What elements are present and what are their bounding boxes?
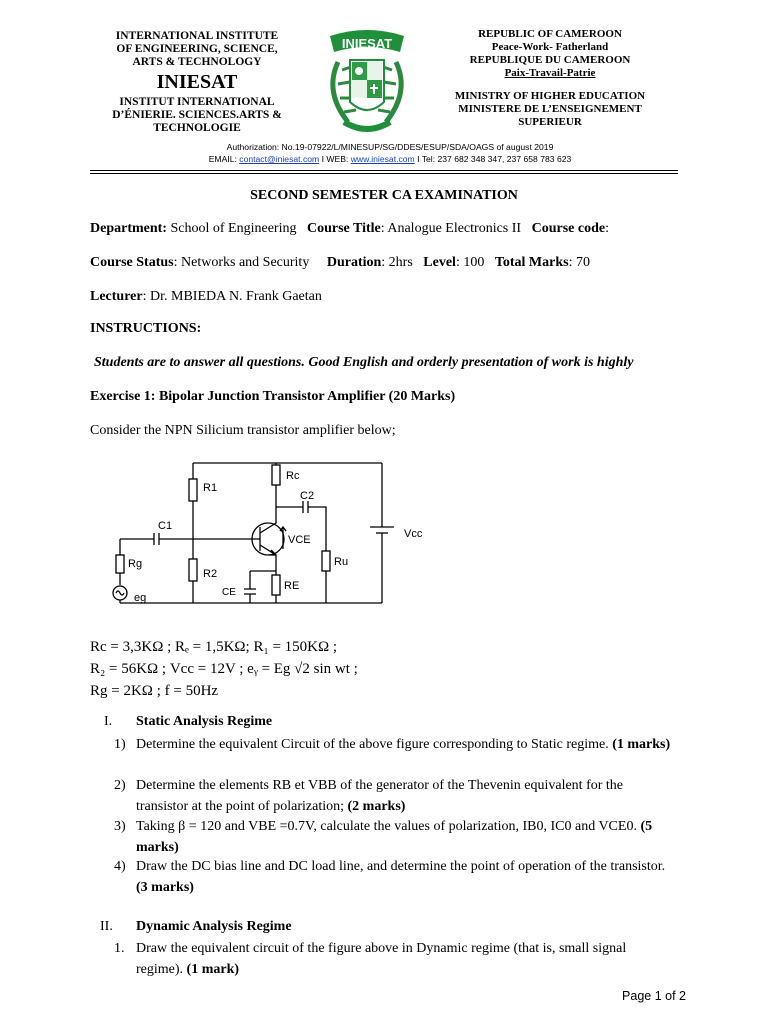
- iniesat-logo: [308, 22, 426, 140]
- web-link[interactable]: www.iniesat.com: [350, 154, 415, 164]
- q3-text: Taking β = 120 and VBE =0.7V, calculate the values of polarization, IB0, IC0 and VCE0. (5 marks): [136, 819, 653, 855]
- npn-amplifier-circuit: [100, 455, 460, 625]
- s2-q1-num: 1.: [114, 941, 125, 956]
- meta-line-2: Course Status: Networks and Security Duration: 2hrs Level: 100 Total Marks: 70: [90, 255, 590, 270]
- header-divider-2: [90, 173, 678, 174]
- q2-num: 2): [114, 778, 126, 793]
- component-values-1: Rc = 3,3KΩ ; Rₑ = 1,5KΩ; R₁ = 150KΩ ;: [90, 639, 338, 655]
- institute-acronym: INIESAT: [156, 71, 238, 93]
- motto-fr: Paix-Travail-Patrie: [504, 67, 596, 79]
- institute-name-en-1: INTERNATIONAL INSTITUTE: [115, 30, 279, 42]
- page-number: Page 1 of 2: [622, 989, 686, 1003]
- label-vcc: Vcc: [404, 528, 423, 540]
- label-re: RE: [284, 580, 300, 592]
- label-eg: eg: [134, 592, 147, 604]
- q4-text: Draw the DC bias line and DC load line, and determine the point of operation of the transistor. (3 marks): [136, 859, 666, 895]
- s2-q1-text: Draw the equivalent circuit of the figure above in Dynamic regime (that is, small signal regime). (1 mark): [136, 941, 627, 977]
- contact-block: [150, 141, 630, 165]
- header-left-block: [88, 30, 306, 135]
- label-ru: Ru: [334, 556, 349, 568]
- authorization-line: Authorization: No.19-07922/L/MINESUP/SG/DDES/ESUP/SDA/OAGS of august 2019: [226, 142, 554, 152]
- component-values-2: R₂ = 56KΩ ; Vcc = 12V ; eᵧ = Eg √2 sin wt ;: [90, 661, 358, 677]
- contact-line: EMAIL: contact@iniesat.com I WEB: www.iniesat.com I Tel: 237 682 348 347, 237 658 783 623: [208, 154, 572, 164]
- q1-text: Determine the equivalent Circuit of the above figure corresponding to Static regime. (1 marks): [136, 737, 671, 752]
- country-name-en: REPUBLIC OF CAMEROON: [478, 28, 622, 40]
- ministry-fr-2: SUPERIEUR: [518, 116, 582, 128]
- label-rc: Rc: [286, 470, 300, 482]
- label-r1: R1: [203, 482, 218, 494]
- component-values-3: Rg = 2KΩ ; f = 50Hz: [90, 683, 219, 699]
- motto-en: Peace-Work- Fatherland: [491, 41, 609, 53]
- institute-name-en-3: ARTS & TECHNOLOGY: [132, 56, 262, 68]
- institute-name-fr-3: TECHNOLOGIE: [153, 122, 241, 134]
- header-right-block: [436, 28, 664, 129]
- country-name-fr: REPUBLIQUE DU CAMEROON: [469, 54, 631, 66]
- exercise-1-title: Exercise 1: Bipolar Junction Transistor Amplifier (20 Marks): [90, 389, 456, 404]
- label-c2: C2: [300, 490, 315, 502]
- label-vce: VCE: [288, 534, 311, 546]
- email-link[interactable]: contact@iniesat.com: [239, 154, 320, 164]
- exam-title: SECOND SEMESTER CA EXAMINATION: [250, 188, 518, 203]
- instructions-text: Students are to answer all questions. Good English and orderly presentation of work is highly: [94, 355, 634, 370]
- q3-num: 3): [114, 819, 126, 834]
- label-rg: Rg: [128, 558, 143, 570]
- label-ce: CE: [222, 587, 236, 598]
- institute-name-en-2: OF ENGINEERING, SCIENCE,: [116, 43, 278, 55]
- section-2-num: II.: [100, 919, 113, 934]
- q1-num: 1): [114, 737, 126, 752]
- section-1-num: I.: [104, 714, 113, 729]
- ministry-fr-1: MINISTERE DE L’ENSEIGNEMENT: [458, 103, 642, 115]
- meta-line-3: Lecturer: Dr. MBIEDA N. Frank Gaetan: [90, 289, 322, 304]
- q4-num: 4): [114, 859, 126, 874]
- header-divider: [90, 170, 678, 171]
- logo-text: INIESAT: [341, 36, 393, 51]
- instructions-heading: INSTRUCTIONS:: [90, 321, 202, 336]
- institute-name-fr-1: INSTITUT INTERNATIONAL: [119, 96, 275, 108]
- meta-line-1: Department: School of Engineering Course Title: Analogue Electronics II Course code:: [90, 221, 609, 236]
- section-1-title: Static Analysis Regime: [136, 714, 273, 729]
- q2-text: Determine the elements RB et VBB of the generator of the Thevenin equivalent for the transistor at the point of polarization; (2 marks): [136, 778, 623, 814]
- institute-name-fr-2: D’ÉNIERIE. SCIENCES.ARTS &: [112, 109, 282, 121]
- label-r2: R2: [203, 568, 218, 580]
- exercise-1-intro: Consider the NPN Silicium transistor amplifier below;: [90, 423, 396, 438]
- ministry-en: MINISTRY OF HIGHER EDUCATION: [454, 90, 646, 102]
- label-c1: C1: [158, 520, 173, 532]
- section-2-title: Dynamic Analysis Regime: [136, 919, 292, 934]
